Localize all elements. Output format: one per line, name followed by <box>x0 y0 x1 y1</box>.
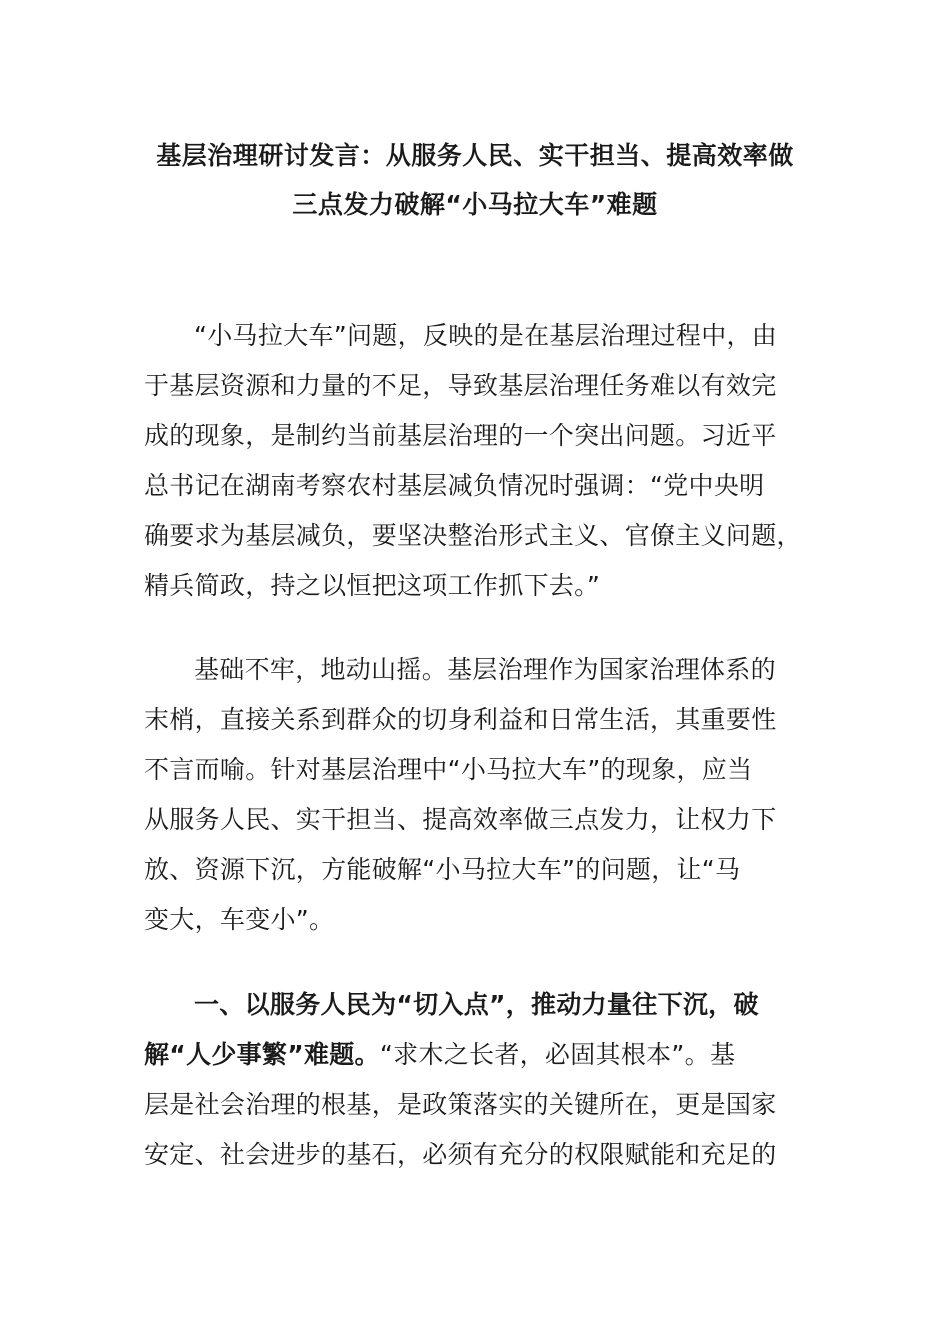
paragraph-3-line: 层是社会治理的根基，是政策落实的关键所在，更是国家 <box>144 1090 777 1119</box>
paragraph-1 <box>144 311 814 611</box>
document-title-line-1: 基层治理研讨发言：从服务人民、实干担当、提高效率做 <box>156 141 794 170</box>
paragraph-2-line: 不言而喻。针对基层治理中“小马拉大车”的现象，应当 <box>144 755 753 784</box>
document-title-line-2: 三点发力破解“小马拉大车”难题 <box>292 190 658 219</box>
section-heading-line-1: 一、以服务人民为“切入点”，推动力量往下沉，破 <box>194 990 759 1019</box>
paragraph-2-line: 放、资源下沉，方能破解“小马拉大车”的问题，让“马 <box>144 855 741 884</box>
section-heading-line-2: 解“人少事繁”难题。 <box>144 1040 380 1069</box>
paragraph-1-line: 于基层资源和力量的不足，导致基层治理任务难以有效完 <box>144 371 777 400</box>
paragraph-2-line: 变大，车变小”。 <box>144 905 335 934</box>
paragraph-2 <box>144 645 814 945</box>
paragraph-3 <box>144 980 814 1180</box>
paragraph-3-quote: “求木之长者，必固其根本”。基 <box>379 1040 736 1069</box>
paragraph-1-line: 精兵简政，持之以恒把这项工作抓下去。” <box>144 571 601 600</box>
paragraph-3-line: 安定、社会进步的基石，必须有充分的权限赋能和充足的 <box>144 1140 777 1169</box>
paragraph-1-line: 成的现象，是制约当前基层治理的一个突出问题。习近平 <box>144 421 777 450</box>
paragraph-2-line: 基础不牢，地动山摇。基层治理作为国家治理体系的 <box>194 655 776 684</box>
paragraph-1-line: 总书记在湖南考察农村基层减负情况时强调：“党中央明 <box>144 471 765 500</box>
paragraph-1-line: 确要求为基层减负，要坚决整治形式主义、官僚主义问题， <box>144 521 802 550</box>
paragraph-1-line: “小马拉大车”问题，反映的是在基层治理过程中，由 <box>194 321 778 350</box>
paragraph-3-line-2 <box>144 1030 814 1080</box>
paragraph-2-line: 末梢，直接关系到群众的切身利益和日常生活，其重要性 <box>144 705 777 734</box>
paragraph-2-line: 从服务人民、实干担当、提高效率做三点发力，让权力下 <box>144 805 777 834</box>
